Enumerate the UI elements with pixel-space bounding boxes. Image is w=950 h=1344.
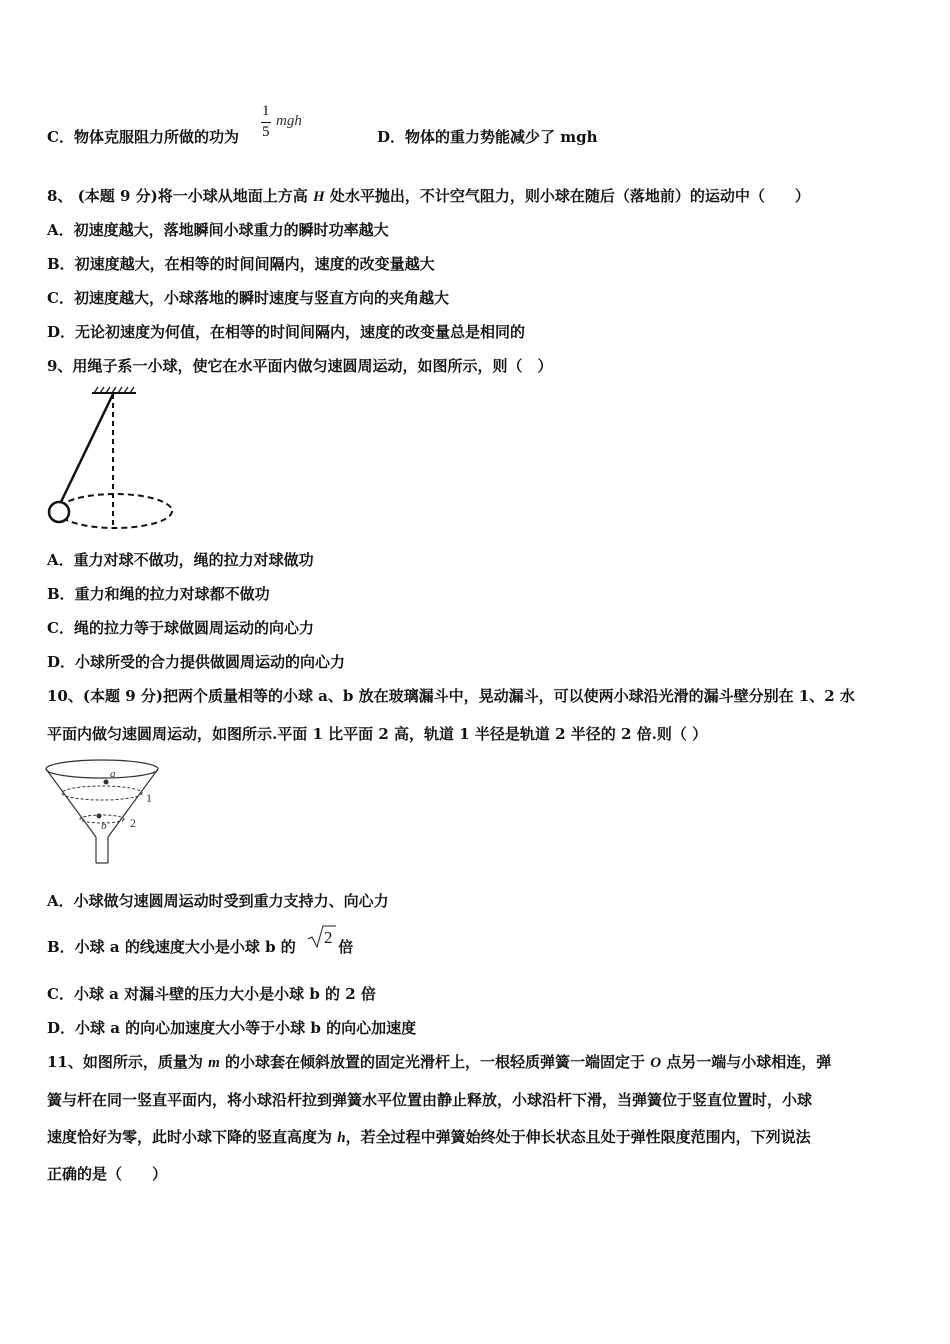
fraction-numerator: 1 — [262, 103, 270, 119]
q8-stem-part2: 处水平抛出，不计空气阻力，则小球在随后（落地前）的运动中（ ） — [324, 187, 810, 205]
q11-variable-m: m — [208, 1055, 220, 1071]
fraction-denominator: 5 — [262, 124, 270, 140]
q11-line1-part2: 的小球套在倾斜放置的固定光滑杆上，一根轻质弹簧一端固定于 — [219, 1053, 651, 1071]
fraction-bar — [261, 122, 271, 123]
q9-option-a: A．重力对球不做功，绳的拉力对球做功 — [47, 551, 314, 569]
q11-stem-line1 — [47, 1052, 831, 1073]
q11-line1-part1: 11、如图所示，质量为 — [47, 1053, 209, 1071]
q11-variable-h: h — [337, 1130, 346, 1146]
label-b: b — [101, 820, 107, 832]
q9-stem: 9、用绳子系一小球，使它在水平面内做匀速圆周运动，如图所示，则（ ） — [47, 357, 553, 375]
q9-option-d: D．小球所受的合力提供做圆周运动的向心力 — [47, 653, 346, 671]
q8-stem-part1: 8、 (本题 9 分)将一小球从地面上方高 — [47, 187, 313, 205]
q7-option-c-text: C．物体克服阻力所做的功为 — [47, 128, 239, 146]
funnel-left-wall — [46, 769, 96, 837]
label-a: a — [110, 768, 116, 780]
orbit-1-dashed — [62, 786, 142, 800]
q11-line3-part2: ，若全过程中弹簧始终处于伸长状态且处于弹性限度范围内，下列说法 — [345, 1128, 811, 1146]
q7-option-d: D．物体的重力势能减少了 mgh — [377, 128, 598, 146]
sqrt-radicand: 2 — [324, 928, 333, 947]
q10-option-b-suffix: 倍 — [338, 938, 354, 956]
q9-option-b: B．重力和绳的拉力对球都不做功 — [47, 585, 270, 603]
circular-orbit-dashed — [58, 494, 172, 528]
q9-pendulum-figure — [40, 385, 180, 535]
sqrt-symbol — [306, 924, 336, 950]
q10-option-d: D．小球 a 的向心加速度大小等于小球 b 的向心加速度 — [47, 1019, 417, 1037]
q10-stem-line2: 平面内做匀速圆周运动，如图所示.平面 1 比平面 2 高，轨道 1 半径是轨道 2 半径的 2 倍.则（ ） — [47, 725, 708, 743]
ball-b — [97, 814, 102, 819]
q8-option-c: C．初速度越大，小球落地的瞬时速度与竖直方向的夹角越大 — [47, 289, 449, 307]
q7-option-c — [47, 127, 239, 147]
q10-option-c: C．小球 a 对漏斗壁的压力大小是小球 b 的 2 倍 — [47, 985, 376, 1003]
q8-option-d: D．无论初速度为何值，在相等的时间间隔内，速度的改变量总是相同的 — [47, 323, 526, 341]
q8-option-a: A．初速度越大，落地瞬间小球重力的瞬时功率越大 — [47, 221, 389, 239]
label-2: 2 — [130, 816, 136, 830]
q8-option-b: B．初速度越大，在相等的时间间隔内，速度的改变量越大 — [47, 255, 435, 273]
q11-variable-O: O — [650, 1055, 662, 1071]
fraction-tail-mgh: mgh — [276, 113, 302, 129]
q11-line3-part1: 速度恰好为零，此时小球下降的竖直高度为 — [47, 1128, 338, 1146]
ball-circle — [49, 502, 69, 522]
q11-line1-part3: 点另一端与小球相连，弹 — [661, 1053, 832, 1071]
q8-stem — [47, 186, 810, 207]
string-line — [60, 394, 113, 504]
ball-a — [104, 780, 109, 785]
q10-option-a: A．小球做匀速圆周运动时受到重力支持力、向心力 — [47, 892, 389, 910]
q10-stem-line1: 10、(本题 9 分)把两个质量相等的小球 a、b 放在玻璃漏斗中，晃动漏斗，可以使两小球沿光滑的漏斗壁分别在 1、2 水 — [47, 687, 855, 705]
q8-stem-variable-H: H — [312, 189, 325, 205]
q11-stem-line4: 正确的是（ ） — [47, 1165, 168, 1183]
funnel-rim — [46, 760, 158, 778]
q10-option-b-text: B．小球 a 的线速度大小是小球 b 的 — [47, 938, 296, 956]
q10-funnel-figure — [40, 755, 170, 870]
q11-stem-line3 — [47, 1127, 811, 1148]
q9-option-c: C．绳的拉力等于球做圆周运动的向心力 — [47, 619, 314, 637]
label-1: 1 — [146, 791, 152, 805]
q11-stem-line2: 簧与杆在同一竖直平面内，将小球沿杆拉到弹簧水平位置由静止释放，小球沿杆下滑，当弹簧位于竖直位置时，小球 — [47, 1091, 813, 1109]
